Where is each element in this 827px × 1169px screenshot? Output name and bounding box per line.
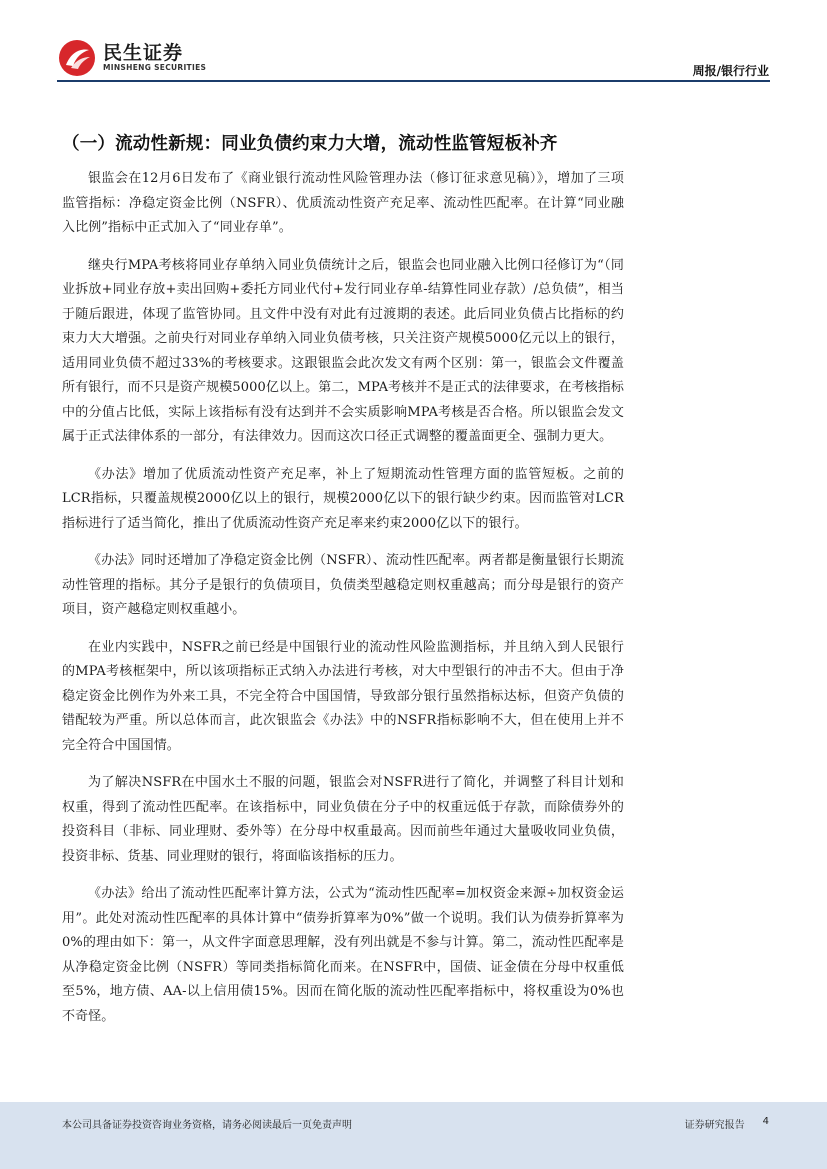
footer-report-label: 证券研究报告 [684,1120,745,1131]
page-footer [0,1102,827,1169]
logo-english-name: MINSHENG SECURITIES [103,63,207,72]
paragraph: 《办法》同时还增加了净稳定资金比例（NSFR）、流动性匹配率。两者都是衡量银行长期流动性管理的指标。其分子是银行的负债项目，负债类型越稳定则权重越高；而分母是银行的资产项目，资产越稳定则权重越小。 [62,553,624,617]
section-title: （一）流动性新规：同业负债约束力大增，流动性监管短板补齐 [62,134,558,154]
page-number: 4 [762,1116,769,1127]
logo-chinese-name: 民生证券 [103,42,184,64]
footer-disclaimer: 本公司具备证券投资咨询业务资格，请务必阅读最后一页免责声明 [62,1120,352,1131]
paragraph: 《办法》增加了优质流动性资产充足率，补上了短期流动性管理方面的监管短板。之前的LCR指标，只覆盖规模2000亿以上的银行，规模2000亿以下的银行缺少约束。因而监管对LCR指标进行了适当简化，推出了优质流动性资产充足率来约束2000亿以下的银行。 [62,466,624,531]
header-divider [57,80,770,82]
company-logo [57,38,206,78]
minsheng-logo-icon [57,38,97,78]
paragraph: 继央行MPA考核将同业存单纳入同业负债统计之后，银监会也同业融入比例口径修订为“（同业拆放+同业存放+卖出回购+委托方同业代付+发行同业存单-结算性同业存款）/总负债”，相当于随后跟进，体现了监管协同。且文件中没有对此有过渡期的表述。此后同业负债占比指标的约束力大大增强。之前央行对同业存单纳入同业负债考核，只关注资产规模5000亿元以上的银行，适用同业负债不超过33%的考核要求。这跟银监会此次发文有两个区别：第一，银监会文件覆盖所有银行，而不只是资产规模5000亿以上。第二，MPA考核并不是正式的法律要求，在考核指标中的分值占比低，实际上该指标有没有达到并不会实质影响MPA考核是否合格。所以银监会发文属于正式法律体系的一部分，有法律效力。因而这次口径正式调整的覆盖面更全、强制力更大。 [62,257,624,444]
report-type-label: 周报/银行行业 [692,64,769,78]
paragraph: 为了解决NSFR在中国水土不服的问题，银监会对NSFR进行了简化，并调整了科目计划和权重，得到了流动性匹配率。在该指标中，同业负债在分子中的权重远低于存款，而除债券外的投资科目（非标、同业理财、委外等）在分母中权重最高。因而前些年通过大量吸收同业负债，投资非标、货基、同业理财的银行，将面临该指标的压力。 [62,775,624,864]
paragraph: 在业内实践中，NSFR之前已经是中国银行业的流动性风险监测指标，并且纳入到人民银行的MPA考核框架中，所以该项指标正式纳入办法进行考核，对大中型银行的冲击不大。但由于净稳定资金比例作为外来工具，不完全符合中国国情，导致部分银行虽然指标达标，但资产负债的错配较为严重。所以总体而言，此次银监会《办法》中的NSFR指标影响不大，但在使用上并不完全符合中国国情。 [62,639,624,753]
paragraph: 银监会在12月6日发布了《商业银行流动性风险管理办法（修订征求意见稿）》，增加了三项监管指标：净稳定资金比例（NSFR）、优质流动性资产充足率、流动性匹配率。在计算“同业融入比例”指标中正式加入了“同业存单”。 [62,171,624,235]
body-text [62,167,624,1042]
paragraph: 《办法》给出了流动性匹配率计算方法，公式为“流动性匹配率=加权资金来源÷加权资金运用”。此处对流动性匹配率的具体计算中“债券折算率为0%”做一个说明。我们认为债券折算率为0%的理由如下：第一，从文件字面意思理解，没有列出就是不参与计算。第二，流动性匹配率是从净稳定资金比例（NSFR）等同类指标简化而来。在NSFR中，国债、证金债在分母中权重低至5%，地方债、AA-以上信用债15%。因而在简化版的流动性匹配率指标中，将权重设为0%也不奇怪。 [62,886,624,1024]
page-header [0,0,827,82]
